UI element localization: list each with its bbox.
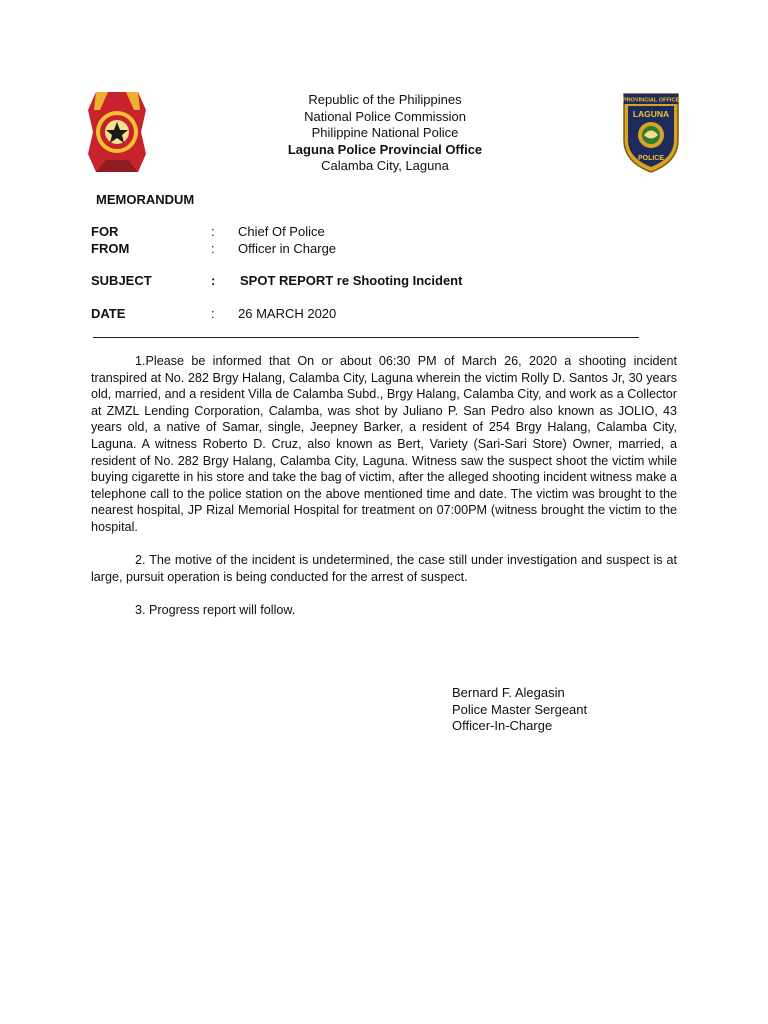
- memorandum-title: MEMORANDUM: [96, 192, 195, 207]
- laguna-police-badge-icon: [620, 90, 682, 174]
- badge-text-bottom: POLICE: [637, 155, 665, 162]
- body-paragraph-1: [91, 353, 677, 536]
- from-label: FROM: [91, 241, 130, 256]
- subject-label: SUBJECT: [91, 273, 152, 288]
- for-label: FOR: [91, 224, 119, 239]
- laguna-police-badge-logo: [620, 90, 682, 174]
- signature-block: [452, 685, 587, 735]
- header-line-napolcom: National Police Commission: [304, 108, 466, 124]
- from-value: Officer in Charge: [238, 241, 337, 256]
- header-line-republic: Republic of the Philippines: [308, 92, 462, 107]
- body-paragraph-2-text: 2. The motive of the incident is undetermined, the case still under investigation and suspect is at large, pursuit operation is being conducted for the arrest of suspect.: [91, 553, 677, 584]
- signatory-position: Officer-In-Charge: [452, 718, 553, 734]
- header-line-address: Calamba City, Laguna: [321, 158, 449, 174]
- pnp-seal-logo: [86, 90, 148, 174]
- for-colon: :: [211, 224, 215, 239]
- from-colon: :: [211, 241, 215, 256]
- subject-colon: :: [211, 273, 216, 288]
- date-colon: :: [211, 306, 215, 321]
- signatory-rank: Police Master Sergeant: [452, 701, 588, 717]
- badge-text-mid: LAGUNA: [632, 109, 670, 119]
- for-value: Chief Of Police: [238, 224, 325, 239]
- header-line-office: Laguna Police Provincial Office: [287, 141, 483, 157]
- body-paragraph-3: [91, 602, 677, 619]
- pnp-seal-icon: [86, 90, 148, 174]
- date-label: DATE: [91, 306, 126, 321]
- signatory-name: Bernard F. Alegasin: [452, 685, 565, 700]
- body-paragraph-3-text: 3. Progress report will follow.: [135, 603, 296, 617]
- header-line-pnp: Philippine National Police: [311, 125, 459, 141]
- body-paragraph-1-text: 1.Please be informed that On or about 06:30 PM of March 26, 2020 a shooting incident transpired at No. 282 Brgy Halang, Calamba City, Laguna wherein the victim Rolly D. Santos Jr, 30 years old, married, and a resident Villa de Calamba Subd., Brgy Halang, Calamba City, and work as a Collector at ZMZL Lending Corporation, Calamba, was shot by Juliano P. San Pedro also known as JOLIO, 43 years old, a native of Samar, single, Jeepney Barker, a resident of 254 Brgy Halang, Calamba City, Laguna. A witness Roberto D. Cruz, also known as Bert, Variety (Sari-Sari Store) Owner, married, a resident of No. 282 Brgy Halang, Calamba City, Laguna. Witness saw the suspect shoot the victim while buying cigarette in his store and take the bag of victim, after the alleged shooting incident witness make a telephone call to the police station on the above mentioned time and date. The victim was brought to the nearest hospital, JP Rizal Memorial Hospital for treatment on 07:00PM (witness brought the victim to the hospital.: [91, 354, 677, 534]
- subject-value: SPOT REPORT re Shooting Incident: [240, 273, 463, 288]
- letterhead: [200, 92, 570, 175]
- date-value: 26 MARCH 2020: [238, 306, 337, 321]
- body-paragraph-2: [91, 552, 677, 585]
- separator-line: [93, 337, 639, 338]
- badge-text-top: PROVINCIAL OFFICE: [622, 97, 680, 104]
